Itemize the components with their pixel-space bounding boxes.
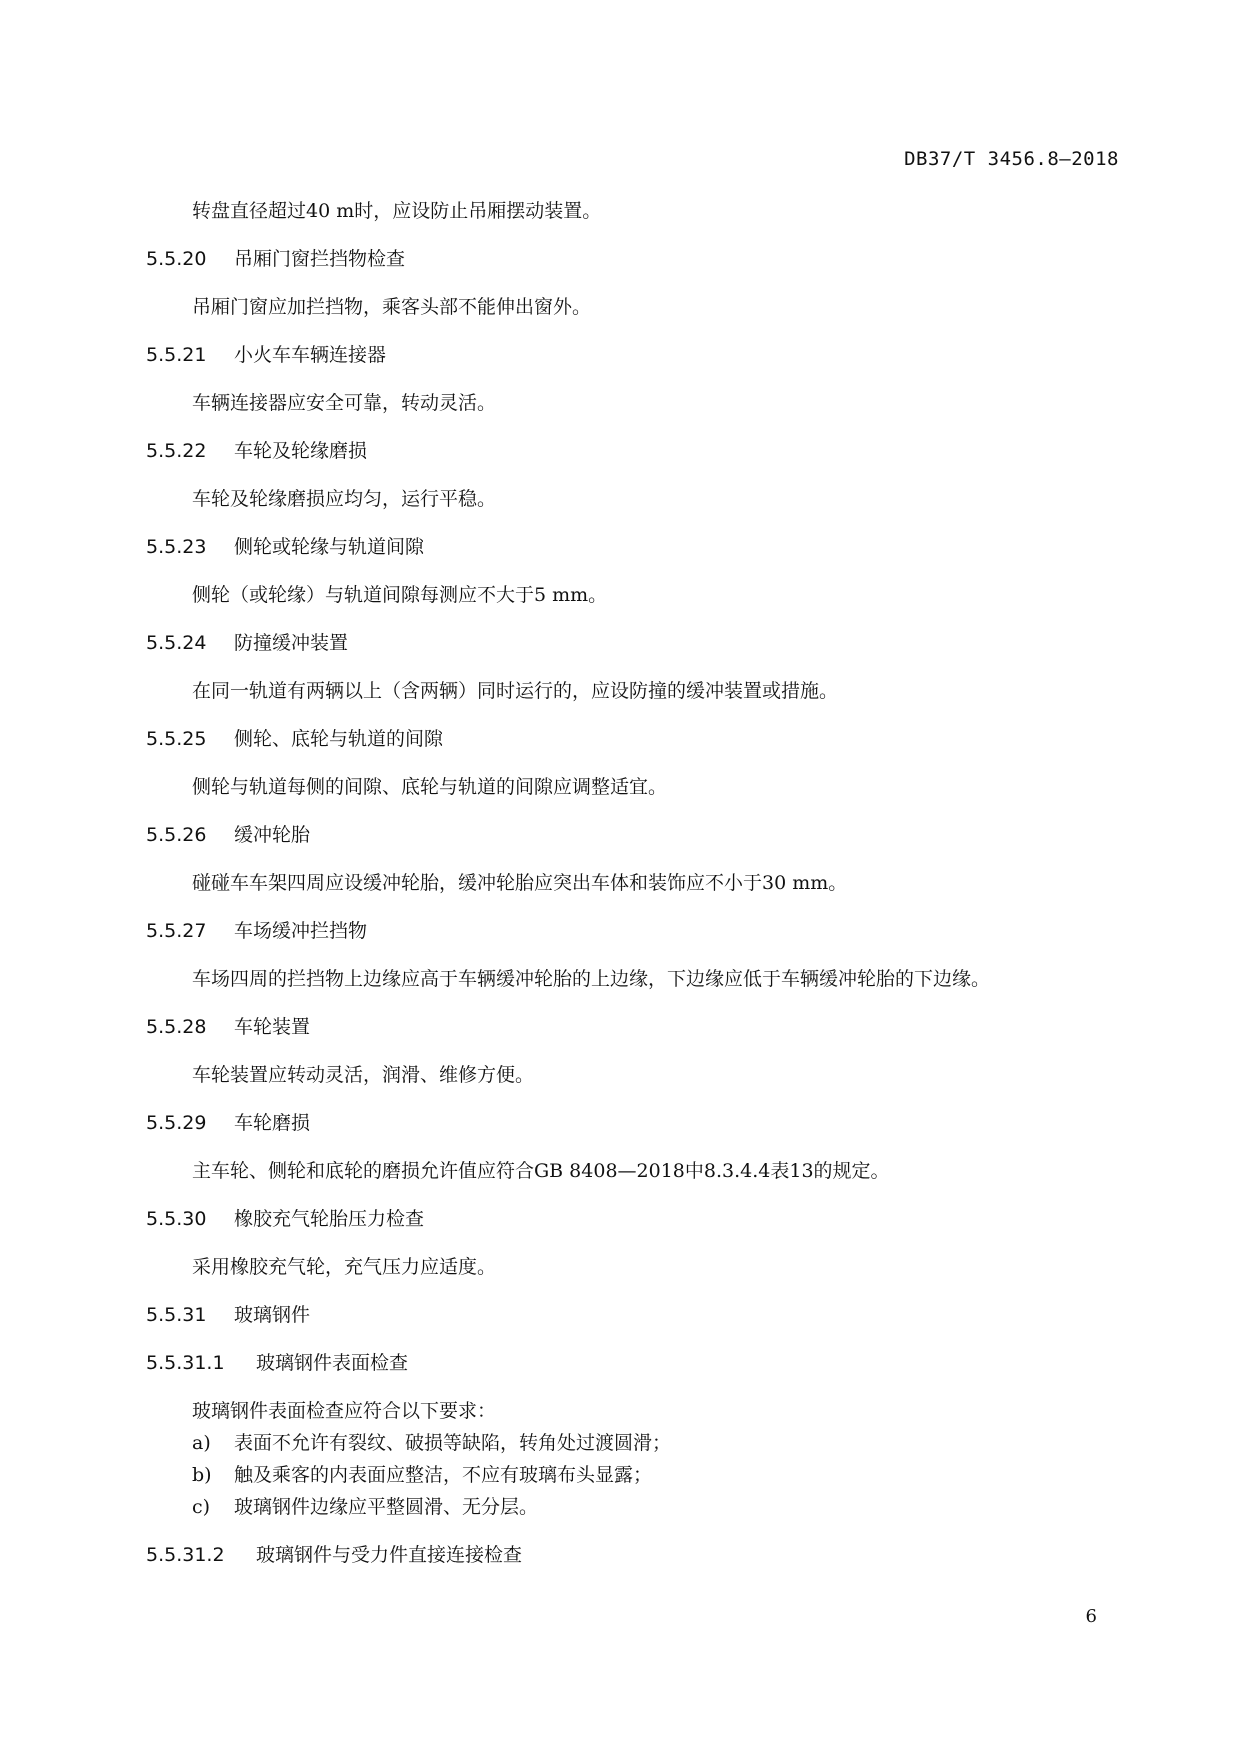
section-title: 车轮及轮缘磨损 <box>234 440 368 462</box>
section-number: 5.5.29 <box>146 1112 207 1134</box>
section-number: 5.5.31.2 <box>146 1544 225 1566</box>
section-paragraph: 车轮及轮缘磨损应均匀，运行平稳。 <box>192 488 497 510</box>
document-code: DB37/T 3456.8—2018 <box>904 148 1119 170</box>
section-heading-5-5-29 <box>146 1110 1126 1136</box>
section-title: 玻璃钢件与受力件直接连接检查 <box>256 1544 523 1566</box>
section-paragraph: 车轮装置应转动灵活，润滑、维修方便。 <box>192 1064 535 1086</box>
section-heading-5-5-23 <box>146 534 1126 560</box>
section-number: 5.5.23 <box>146 536 207 558</box>
section-paragraph: 侧轮（或轮缘）与轨道间隙每测应不大于5 mm。 <box>192 584 608 606</box>
section-paragraph: 侧轮与轨道每侧的间隙、底轮与轨道的间隙应调整适宜。 <box>192 776 668 798</box>
section-paragraph: 吊厢门窗应加拦挡物，乘客头部不能伸出窗外。 <box>192 296 592 318</box>
section-paragraph: 车场四周的拦挡物上边缘应高于车辆缓冲轮胎的上边缘，下边缘应低于车辆缓冲轮胎的下边缘。 <box>192 968 991 990</box>
list-marker: c) <box>192 1496 211 1518</box>
list-item <box>192 1430 1126 1456</box>
section-title: 橡胶充气轮胎压力检查 <box>234 1208 425 1230</box>
section-number: 5.5.20 <box>146 248 207 270</box>
section-heading-5-5-31 <box>146 1302 1126 1328</box>
section-heading-5-5-31-2 <box>146 1542 1126 1568</box>
section-number: 5.5.30 <box>146 1208 207 1230</box>
section-title: 侧轮或轮缘与轨道间隙 <box>234 536 425 558</box>
section-number: 5.5.31.1 <box>146 1352 225 1374</box>
requirements-intro: 玻璃钢件表面检查应符合以下要求： <box>192 1400 497 1422</box>
section-paragraph: 采用橡胶充气轮，充气压力应适度。 <box>192 1256 497 1278</box>
intro-paragraph: 转盘直径超过40 m时，应设防止吊厢摆动装置。 <box>192 200 602 222</box>
section-heading-5-5-28 <box>146 1014 1126 1040</box>
page-number: 6 <box>1085 1606 1097 1627</box>
section-heading-5-5-30 <box>146 1206 1126 1232</box>
section-number: 5.5.21 <box>146 344 207 366</box>
section-title: 缓冲轮胎 <box>234 824 311 846</box>
section-title: 车轮装置 <box>234 1016 311 1038</box>
list-item-text: 表面不允许有裂纹、破损等缺陷，转角处过渡圆滑； <box>234 1432 672 1454</box>
section-paragraph: 在同一轨道有两辆以上（含两辆）同时运行的，应设防撞的缓冲装置或措施。 <box>192 680 839 702</box>
section-paragraph: 车辆连接器应安全可靠，转动灵活。 <box>192 392 497 414</box>
section-heading-5-5-24 <box>146 630 1126 656</box>
section-title: 车场缓冲拦挡物 <box>234 920 368 942</box>
section-title: 玻璃钢件表面检查 <box>256 1352 409 1374</box>
section-number: 5.5.31 <box>146 1304 207 1326</box>
section-number: 5.5.28 <box>146 1016 207 1038</box>
section-heading-5-5-26 <box>146 822 1126 848</box>
list-item-text: 玻璃钢件边缘应平整圆滑、无分层。 <box>234 1496 539 1518</box>
list-item <box>192 1462 1126 1488</box>
section-title: 小火车车辆连接器 <box>234 344 387 366</box>
list-marker: a) <box>192 1432 211 1454</box>
page-content <box>146 198 1126 1568</box>
list-item-text: 触及乘客的内表面应整洁，不应有玻璃布头显露； <box>234 1464 653 1486</box>
section-number: 5.5.25 <box>146 728 207 750</box>
section-heading-5-5-25 <box>146 726 1126 752</box>
section-heading-5-5-20 <box>146 246 1126 272</box>
section-title: 车轮磨损 <box>234 1112 311 1134</box>
section-title: 侧轮、底轮与轨道的间隙 <box>234 728 444 750</box>
section-number: 5.5.27 <box>146 920 207 942</box>
section-paragraph: 主车轮、侧轮和底轮的磨损允许值应符合GB 8408—2018中8.3.4.4表13的规定。 <box>192 1160 890 1182</box>
section-heading-5-5-31-1 <box>146 1350 1126 1376</box>
section-number: 5.5.24 <box>146 632 207 654</box>
section-title: 防撞缓冲装置 <box>234 632 349 654</box>
section-number: 5.5.26 <box>146 824 207 846</box>
section-paragraph: 碰碰车车架四周应设缓冲轮胎，缓冲轮胎应突出车体和装饰应不小于30 mm。 <box>192 872 848 894</box>
section-title: 吊厢门窗拦挡物检查 <box>234 248 406 270</box>
list-marker: b) <box>192 1464 212 1486</box>
section-title: 玻璃钢件 <box>234 1304 311 1326</box>
list-item <box>192 1494 1126 1520</box>
section-number: 5.5.22 <box>146 440 207 462</box>
section-heading-5-5-21 <box>146 342 1126 368</box>
section-heading-5-5-22 <box>146 438 1126 464</box>
section-heading-5-5-27 <box>146 918 1126 944</box>
